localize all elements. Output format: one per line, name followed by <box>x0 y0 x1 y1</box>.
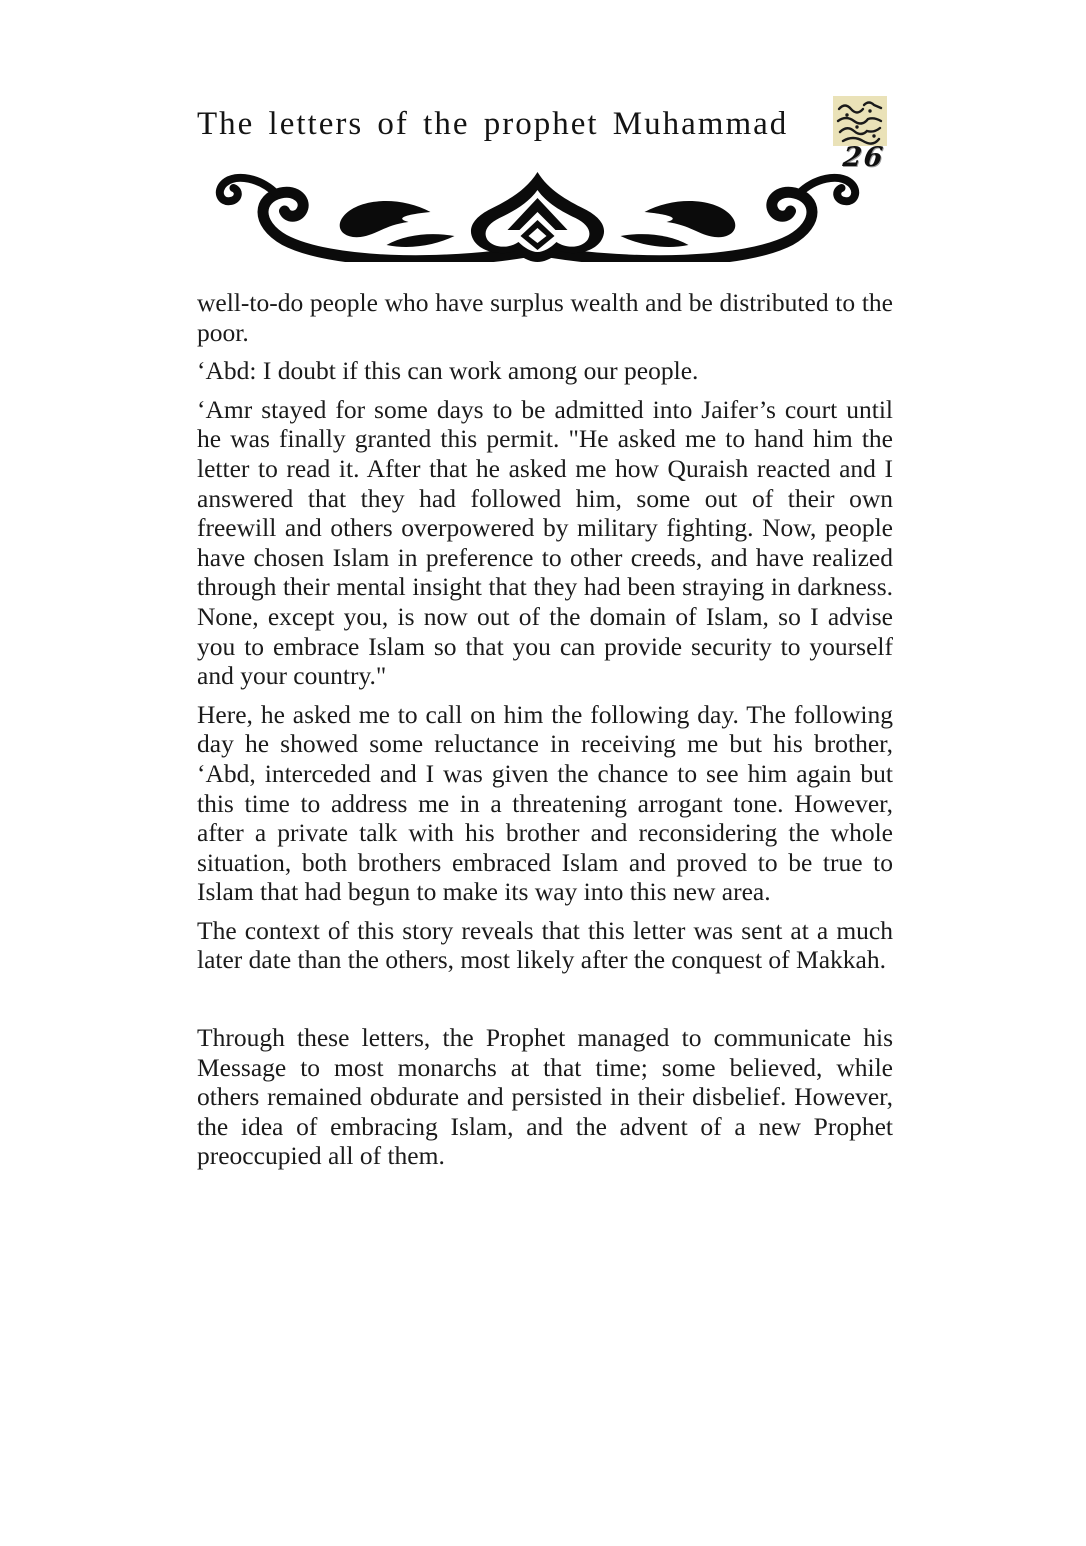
body-paragraph: well-to-do people who have surplus wealth and be distributed to the poor. <box>197 288 893 347</box>
body-paragraph: ‘Amr stayed for some days to be admitted into Jaifer’s court until he was finally granted this permit. "He asked me to hand him the letter to read it. After that he asked me how Quraish reacted and I answered that they had followed him, some out of their own freewill and others overpowered by military fighting. Now, people have chosen Islam in preference to other creeds, and have realized through their mental insight that they had been straying in darkness. None, except you, is now out of the domain of Islam, so I advise you to embrace Islam so that you can provide security to yourself and your country." <box>197 394 893 691</box>
page-title: The letters of the prophet Muhammad <box>197 106 789 142</box>
page-number: 26 <box>841 142 887 173</box>
body-paragraph: Here, he asked me to call on him the following day. The following day he showed some reluctance in receiving me but his brother, ‘Abd, interceded and I was given the chance to see him again but this time to address me in a threatening arrogant tone. However, after a private talk with his brother and reconsidering the whole situation, both brothers embraced Islam and proved to be true to Islam that had begun to make its way into this new area. <box>197 699 893 907</box>
body-paragraph: The context of this story reveals that this letter was sent at a much later date than the others, most likely after the conquest of Makkah. <box>197 915 893 975</box>
body-paragraph: Through these letters, the Prophet managed to communicate his Message to most monarchs at that time; some believed, while others remained obdurate and persisted in their disbelief. However, the idea of embracing Islam, and the advent of a new Prophet preoccupied all of them. <box>197 1023 893 1171</box>
pbuh-calligraphy-icon <box>833 96 887 146</box>
ornamental-divider-icon <box>190 170 885 262</box>
body-paragraph: ‘Abd: I doubt if this can work among our people. <box>197 356 699 386</box>
body-text <box>197 288 893 1180</box>
